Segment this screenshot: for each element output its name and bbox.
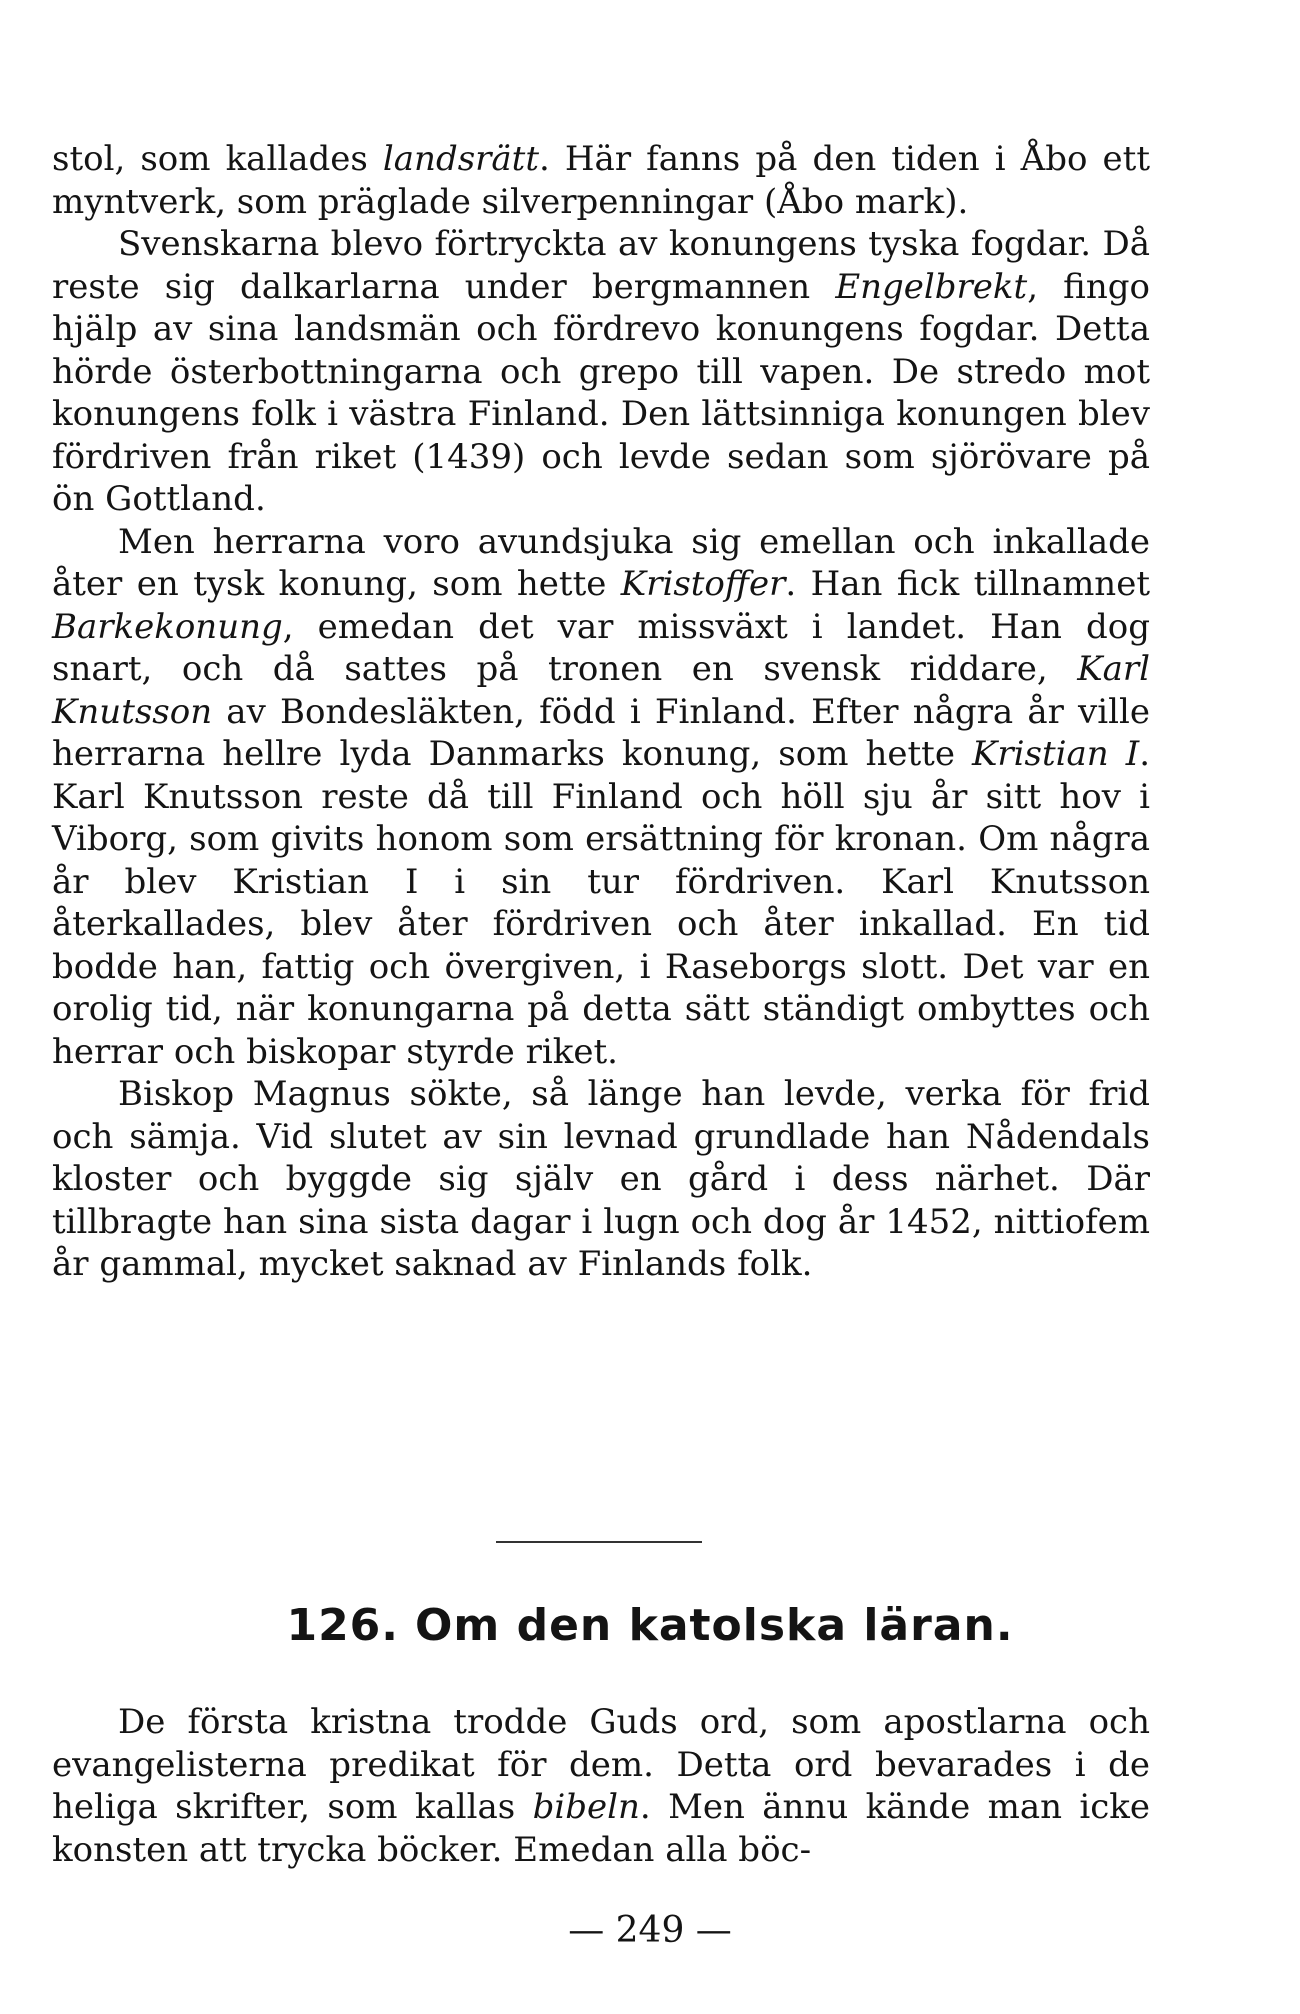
italic-term: Barkekonung [52,606,283,647]
text-segment: , fingo hjälp av sina landsmän och fördrevo konungens fogdar. Detta hörde österbottningarna och grepo till vapen. De stredo mot konungens folk i västra Finland. Den lättsinniga konungen blev fördriven från riket (1439) och levde sedan som sjörövare på ön Gottland. [52,266,1150,519]
text-segment: . Han fick tillnamnet [785,564,1150,604]
paragraph [52,223,1150,521]
section-title: Om den katolska läran. [415,1600,1014,1651]
text-segment: Biskop Magnus sökte, så länge han levde, verka för frid och sämja. Vid slutet av sin levnad grundlade han Nådendals kloster och byggde sig själv en gård i dess närhet. Där tillbragte han sina sista dagar i lugn och dog år 1452, nittiofem år gammal, mycket saknad av Finlands folk. [52,1074,1150,1284]
section-heading [0,1600,1300,1651]
italic-term: bibeln [532,1787,640,1827]
page-number: — 249 — [568,1910,732,1951]
paragraph [52,1701,1150,1871]
body-text [52,138,1150,1286]
text-segment: De första kristna trodde Guds ord, som apostlarna och evangelisterna predikat för dem. Detta ord bevarades i de heliga skrifter, som kallas [52,1702,1150,1827]
text-segment: Svenskarna blevo förtryckta av konungens tyska fogdar. Då reste sig dalkarlarna under bergmannen [52,224,1150,307]
italic-term: Kristian I [972,734,1140,774]
section-body-text [52,1701,1150,1871]
text-segment: . Karl Knutsson reste då till Finland och höll sju år sitt hov i Viborg, som givits honom som ersättning för kronan. Om några år blev Kristian I i sin tur fördriven. Karl Knutsson återkallades, blev åter fördriven och åter inkallad. En tid bodde han, fattig och övergiven, i Raseborgs slott. Det var en orolig tid, när konungarna på detta sätt ständigt ombyttes och herrar och biskopar styrde riket. [52,734,1150,1072]
text-segment: . Här fanns på den tiden i Åbo ett myntverk, som präglade silverpenningar (Åbo mark). [52,139,1150,222]
text-segment: , emedan det var missväxt i landet. Han dog snart, och då sattes på tronen en svensk riddare, [52,606,1150,689]
section-divider [496,1541,702,1543]
text-segment: stol, som kallades [52,139,383,179]
italic-term: Karl Knutsson [52,649,1150,732]
italic-term: Kristoffer [620,564,786,604]
text-segment: av Bondesläkten, född i Finland. Efter några år ville herrarna hellre lyda Danmarks konung, som hette [52,691,1150,774]
text-segment: . Men ännu kände man icke konsten att trycka böcker. Emedan alla böc- [52,1787,1150,1870]
text-segment: Men herrarna voro avundsjuka sig emellan och inkallade åter en tysk konung, som hette [52,521,1150,604]
paragraph [52,138,1150,223]
paragraph [52,1073,1150,1286]
section-number: 126. [286,1600,400,1651]
italic-term: Engelbrekt [835,266,1028,307]
paragraph [52,521,1150,1074]
italic-term: landsrätt [382,139,540,179]
